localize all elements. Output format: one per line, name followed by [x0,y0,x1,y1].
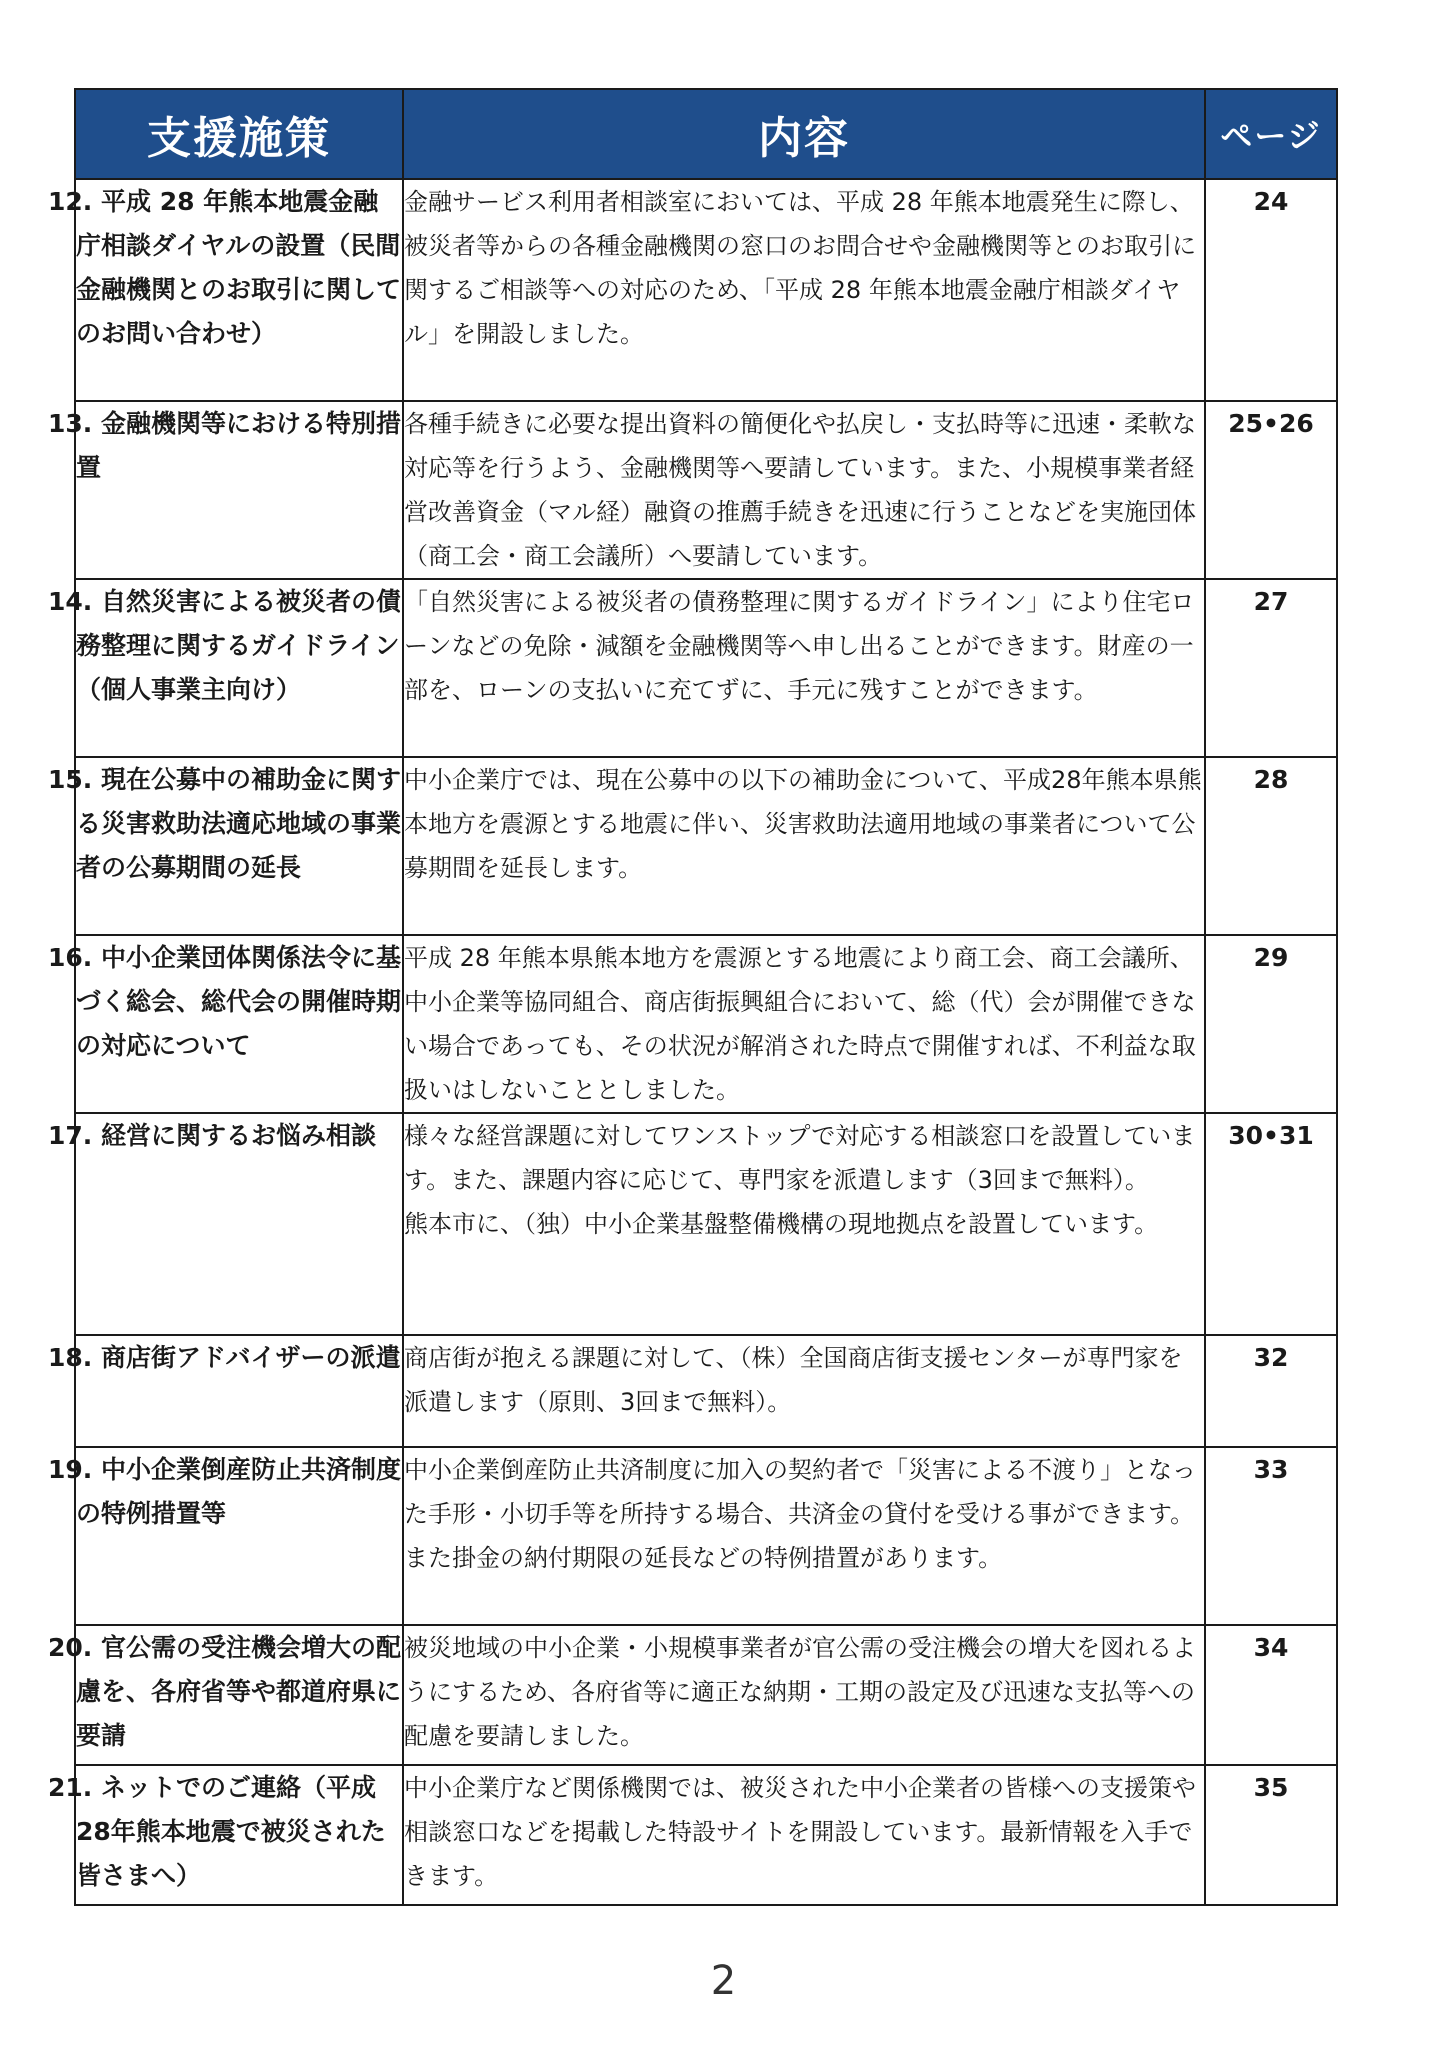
support-measures-table [48,88,1338,1906]
measure-page: 32 [1205,1335,1337,1447]
measure-name: 17. 経営に関するお悩み相談 [75,1113,403,1335]
table-row [75,401,1337,579]
table-row [75,757,1337,935]
measure-name: 20. 官公需の受注機会増大の配慮を、各府省等や都道府県に要請 [75,1625,403,1765]
table-row [75,935,1337,1113]
header-measure: 支援施策 [75,89,403,179]
measure-page: 33 [1205,1447,1337,1625]
measure-content: 平成 28 年熊本県熊本地方を震源とする地震により商工会、商工会議所、中小企業等協同組合、商店街振興組合において、総（代）会が開催できない場合であっても、その状況が解消された時点で開催すれば、不利益な取扱いはしないこととしました。 [403,935,1205,1113]
table-row [75,179,1337,401]
measure-content: 金融サービス利用者相談室においては、平成 28 年熊本地震発生に際し、被災者等からの各種金融機関の窓口のお問合せや金融機関等とのお取引に関するご相談等への対応のため、「平成 28 年熊本地震金融庁相談ダイヤル」を開設しました。 [403,179,1205,401]
header-content: 内容 [403,89,1205,179]
table-row [75,579,1337,757]
table-row [75,1765,1337,1905]
measure-content: 中小企業倒産防止共済制度に加入の契約者で「災害による不渡り」となった手形・小切手等を所持する場合、共済金の貸付を受ける事ができます。また掛金の納付期限の延長などの特例措置があります。 [403,1447,1205,1625]
measure-content: 被災地域の中小企業・小規模事業者が官公需の受注機会の増大を図れるようにするため、各府省等に適正な納期・工期の設定及び迅速な支払等への配慮を要請しました。 [403,1625,1205,1765]
measure-page: 29 [1205,935,1337,1113]
measure-name: 19. 中小企業倒産防止共済制度の特例措置等 [75,1447,403,1625]
measure-name: 15. 現在公募中の補助金に関する災害救助法適応地域の事業者の公募期間の延長 [75,757,403,935]
measure-page: 27 [1205,579,1337,757]
table-row [75,1625,1337,1765]
table-row [75,1447,1337,1625]
measure-page: 34 [1205,1625,1337,1765]
measure-name: 12. 平成 28 年熊本地震金融庁相談ダイヤルの設置（民間金融機関とのお取引に関してのお問い合わせ） [75,179,403,401]
support-measures-table-container [48,88,1336,1906]
measure-page: 35 [1205,1765,1337,1905]
table-body [48,179,1337,1905]
measure-name: 18. 商店街アドバイザーの派遣 [75,1335,403,1447]
measure-content: 中小企業庁など関係機関では、被災された中小企業者の皆様への支援策や相談窓口などを掲載した特設サイトを開設しています。最新情報を入手できます。 [403,1765,1205,1905]
measure-page: 25•26 [1205,401,1337,579]
measure-content: 中小企業庁では、現在公募中の以下の補助金について、平成28年熊本県熊本地方を震源とする地震に伴い、災害救助法適用地域の事業者について公募期間を延長します。 [403,757,1205,935]
measure-content: 「自然災害による被災者の債務整理に関するガイドライン」により住宅ローンなどの免除・減額を金融機関等へ申し出ることができます。財産の一部を、ローンの支払いに充てずに、手元に残すことができます。 [403,579,1205,757]
table-row [75,1335,1337,1447]
header-row [75,89,1337,179]
measure-name: 21. ネットでのご連絡（平成28年熊本地震で被災された皆さまへ） [75,1765,403,1905]
measure-name: 16. 中小企業団体関係法令に基づく総会、総代会の開催時期の対応について [75,935,403,1113]
measure-name: 14. 自然災害による被災者の債務整理に関するガイドライン（個人事業主向け） [75,579,403,757]
table-header [75,89,1337,179]
page-number: 2 [710,1958,737,2004]
measure-page: 30•31 [1205,1113,1337,1335]
table-row [75,1113,1337,1335]
header-page: ページ [1205,89,1337,179]
measure-name: 13. 金融機関等における特別措置 [75,401,403,579]
measure-page: 28 [1205,757,1337,935]
measure-content: 各種手続きに必要な提出資料の簡便化や払戻し・支払時等に迅速・柔軟な対応等を行うよう、金融機関等へ要請しています。また、小規模事業者経営改善資金（マル経）融資の推薦手続きを迅速に行うことなどを実施団体（商工会・商工会議所）へ要請しています。 [403,401,1205,579]
measure-content: 様々な経営課題に対してワンストップで対応する相談窓口を設置しています。また、課題内容に応じて、専門家を派遣します（3回まで無料）。 熊本市に、（独）中小企業基盤整備機構の現地拠点を設置しています。 [403,1113,1205,1335]
measure-content: 商店街が抱える課題に対して、（株）全国商店街支援センターが専門家を派遣します（原則、3回まで無料）。 [403,1335,1205,1447]
measure-page: 24 [1205,179,1337,401]
